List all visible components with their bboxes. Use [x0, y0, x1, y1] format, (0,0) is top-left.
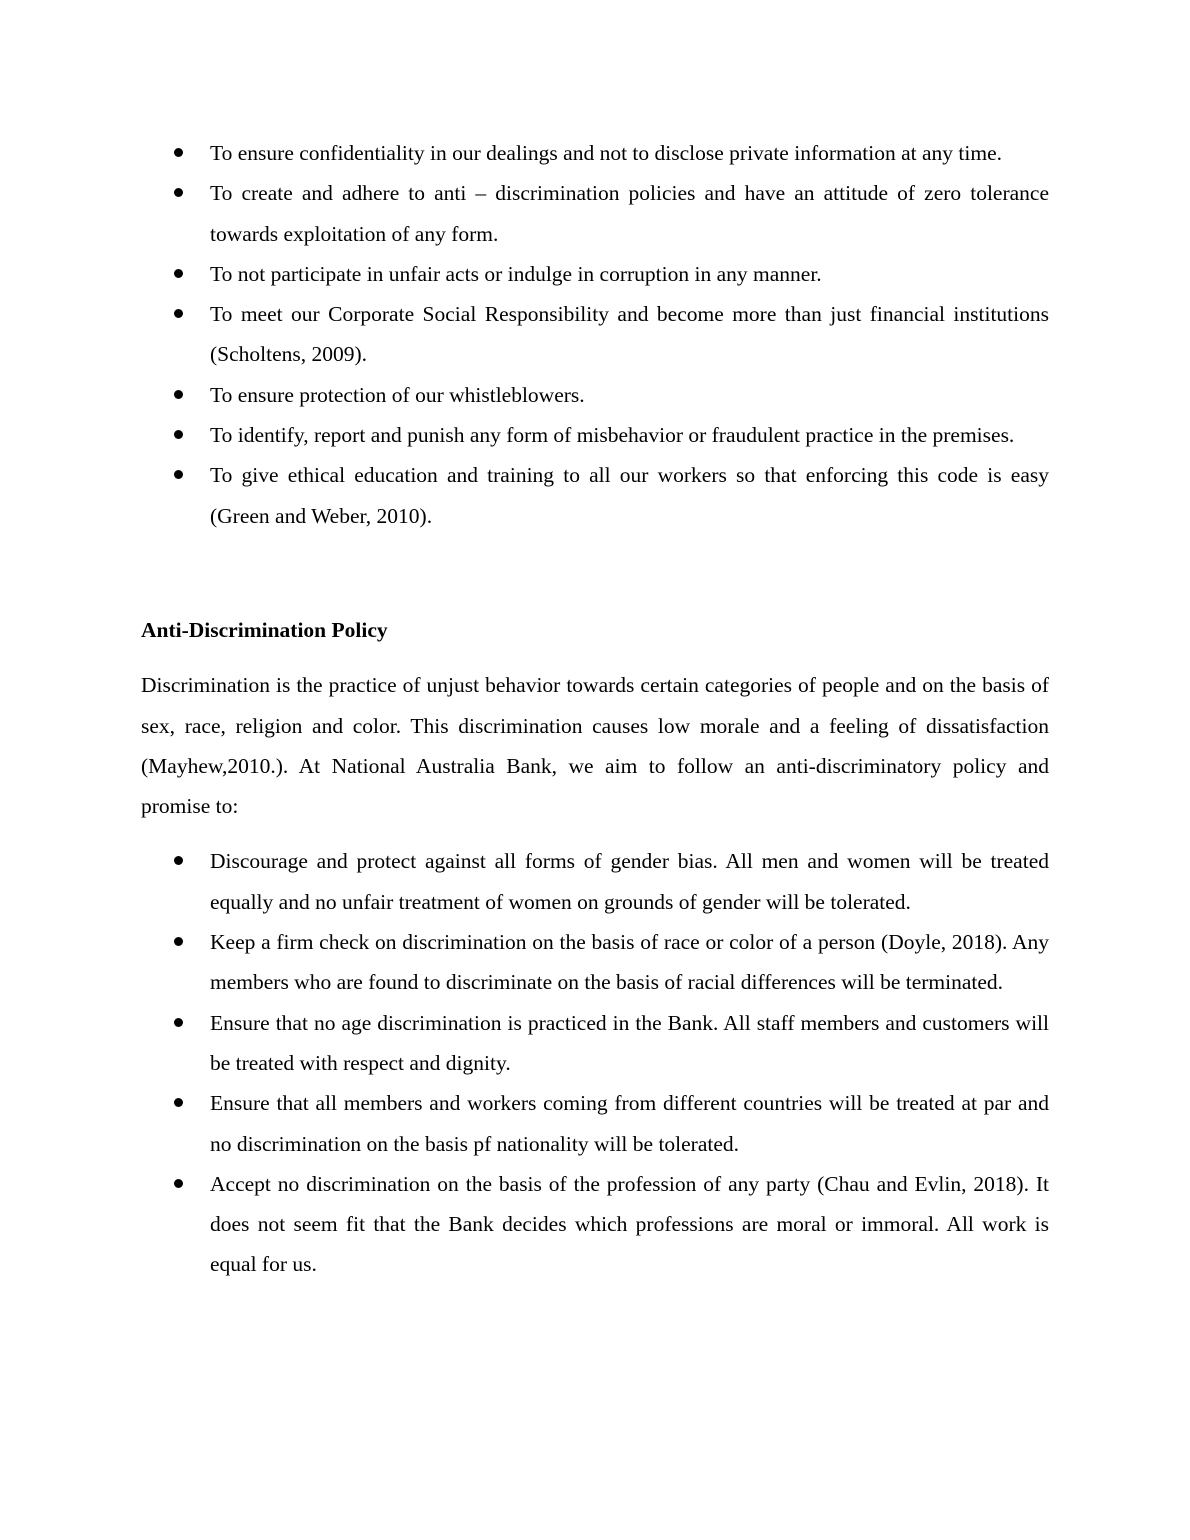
bullet-icon [174, 1098, 183, 1107]
list-item [141, 1083, 1049, 1164]
bullet-icon [174, 470, 183, 479]
list-item-text: Ensure that no age discrimination is practiced in the Bank. All staff members and customers will be treated with respect and dignity. [210, 1010, 1049, 1075]
list-item-text: Discourage and protect against all forms of gender bias. All men and women will be treated equally and no unfair treatment of women on grounds of gender will be tolerated. [210, 849, 1049, 914]
list-item [141, 841, 1049, 922]
list-item [141, 294, 1049, 375]
list-item-text: To ensure protection of our whistleblowers. [210, 382, 585, 407]
list-item [141, 922, 1049, 1003]
list-item [141, 1164, 1049, 1285]
list-item [141, 455, 1049, 536]
list-item [141, 1003, 1049, 1084]
bullet-icon [174, 188, 183, 197]
list-item [141, 173, 1049, 254]
bullet-icon [174, 1179, 183, 1188]
anti-discrimination-list [141, 841, 1049, 1284]
list-item-text: Keep a firm check on discrimination on the basis of race or color of a person (Doyle, 2018). Any members who are found to discriminate on the basis of racial differences will be terminated. [210, 930, 1049, 995]
bullet-icon [174, 309, 183, 318]
bullet-icon [174, 937, 183, 946]
section-intro-paragraph: Discrimination is the practice of unjust behavior towards certain categories of people and on the basis of sex, race, religion and color. This discrimination causes low morale and a feeling of dissatisfaction (Mayhew,2010.). At National Australia Bank, we aim to follow an anti-discriminatory policy and promise to: [141, 673, 1049, 819]
bullet-icon [174, 856, 183, 865]
list-item-text: To identify, report and punish any form of misbehavior or fraudulent practice in the premises. [210, 423, 1015, 448]
list-item-text: To ensure confidentiality in our dealings and not to disclose private information at any time. [210, 141, 1003, 165]
bullet-icon [174, 430, 183, 439]
bullet-icon [174, 148, 183, 157]
document-page [141, 133, 1049, 1285]
list-item-text: To give ethical education and training to all our workers so that enforcing this code is easy (Green and Weber, 2010). [210, 463, 1049, 528]
list-item [141, 415, 1049, 455]
list-item [141, 133, 1049, 173]
bullet-icon [174, 1018, 183, 1027]
section-heading: Anti-Discrimination Policy [141, 617, 388, 642]
list-item-text: Accept no discrimination on the basis of the profession of any party (Chau and Evlin, 2018). It does not seem fit that the Bank decides which professions are moral or immoral. All work is equal for us. [210, 1171, 1049, 1277]
bullet-icon [174, 390, 183, 399]
list-item-text: To meet our Corporate Social Responsibility and become more than just financial institutions (Scholtens, 2009). [210, 302, 1049, 367]
list-item [141, 375, 1049, 415]
list-item [141, 254, 1049, 294]
code-of-conduct-list [141, 133, 1049, 536]
list-item-text: To create and adhere to anti – discrimination policies and have an attitude of zero tolerance towards exploitation of any form. [210, 181, 1049, 246]
list-item-text: To not participate in unfair acts or indulge in corruption in any manner. [210, 261, 822, 286]
list-item-text: Ensure that all members and workers coming from different countries will be treated at par and no discrimination on the basis pf nationality will be tolerated. [210, 1091, 1049, 1156]
bullet-icon [174, 269, 183, 278]
